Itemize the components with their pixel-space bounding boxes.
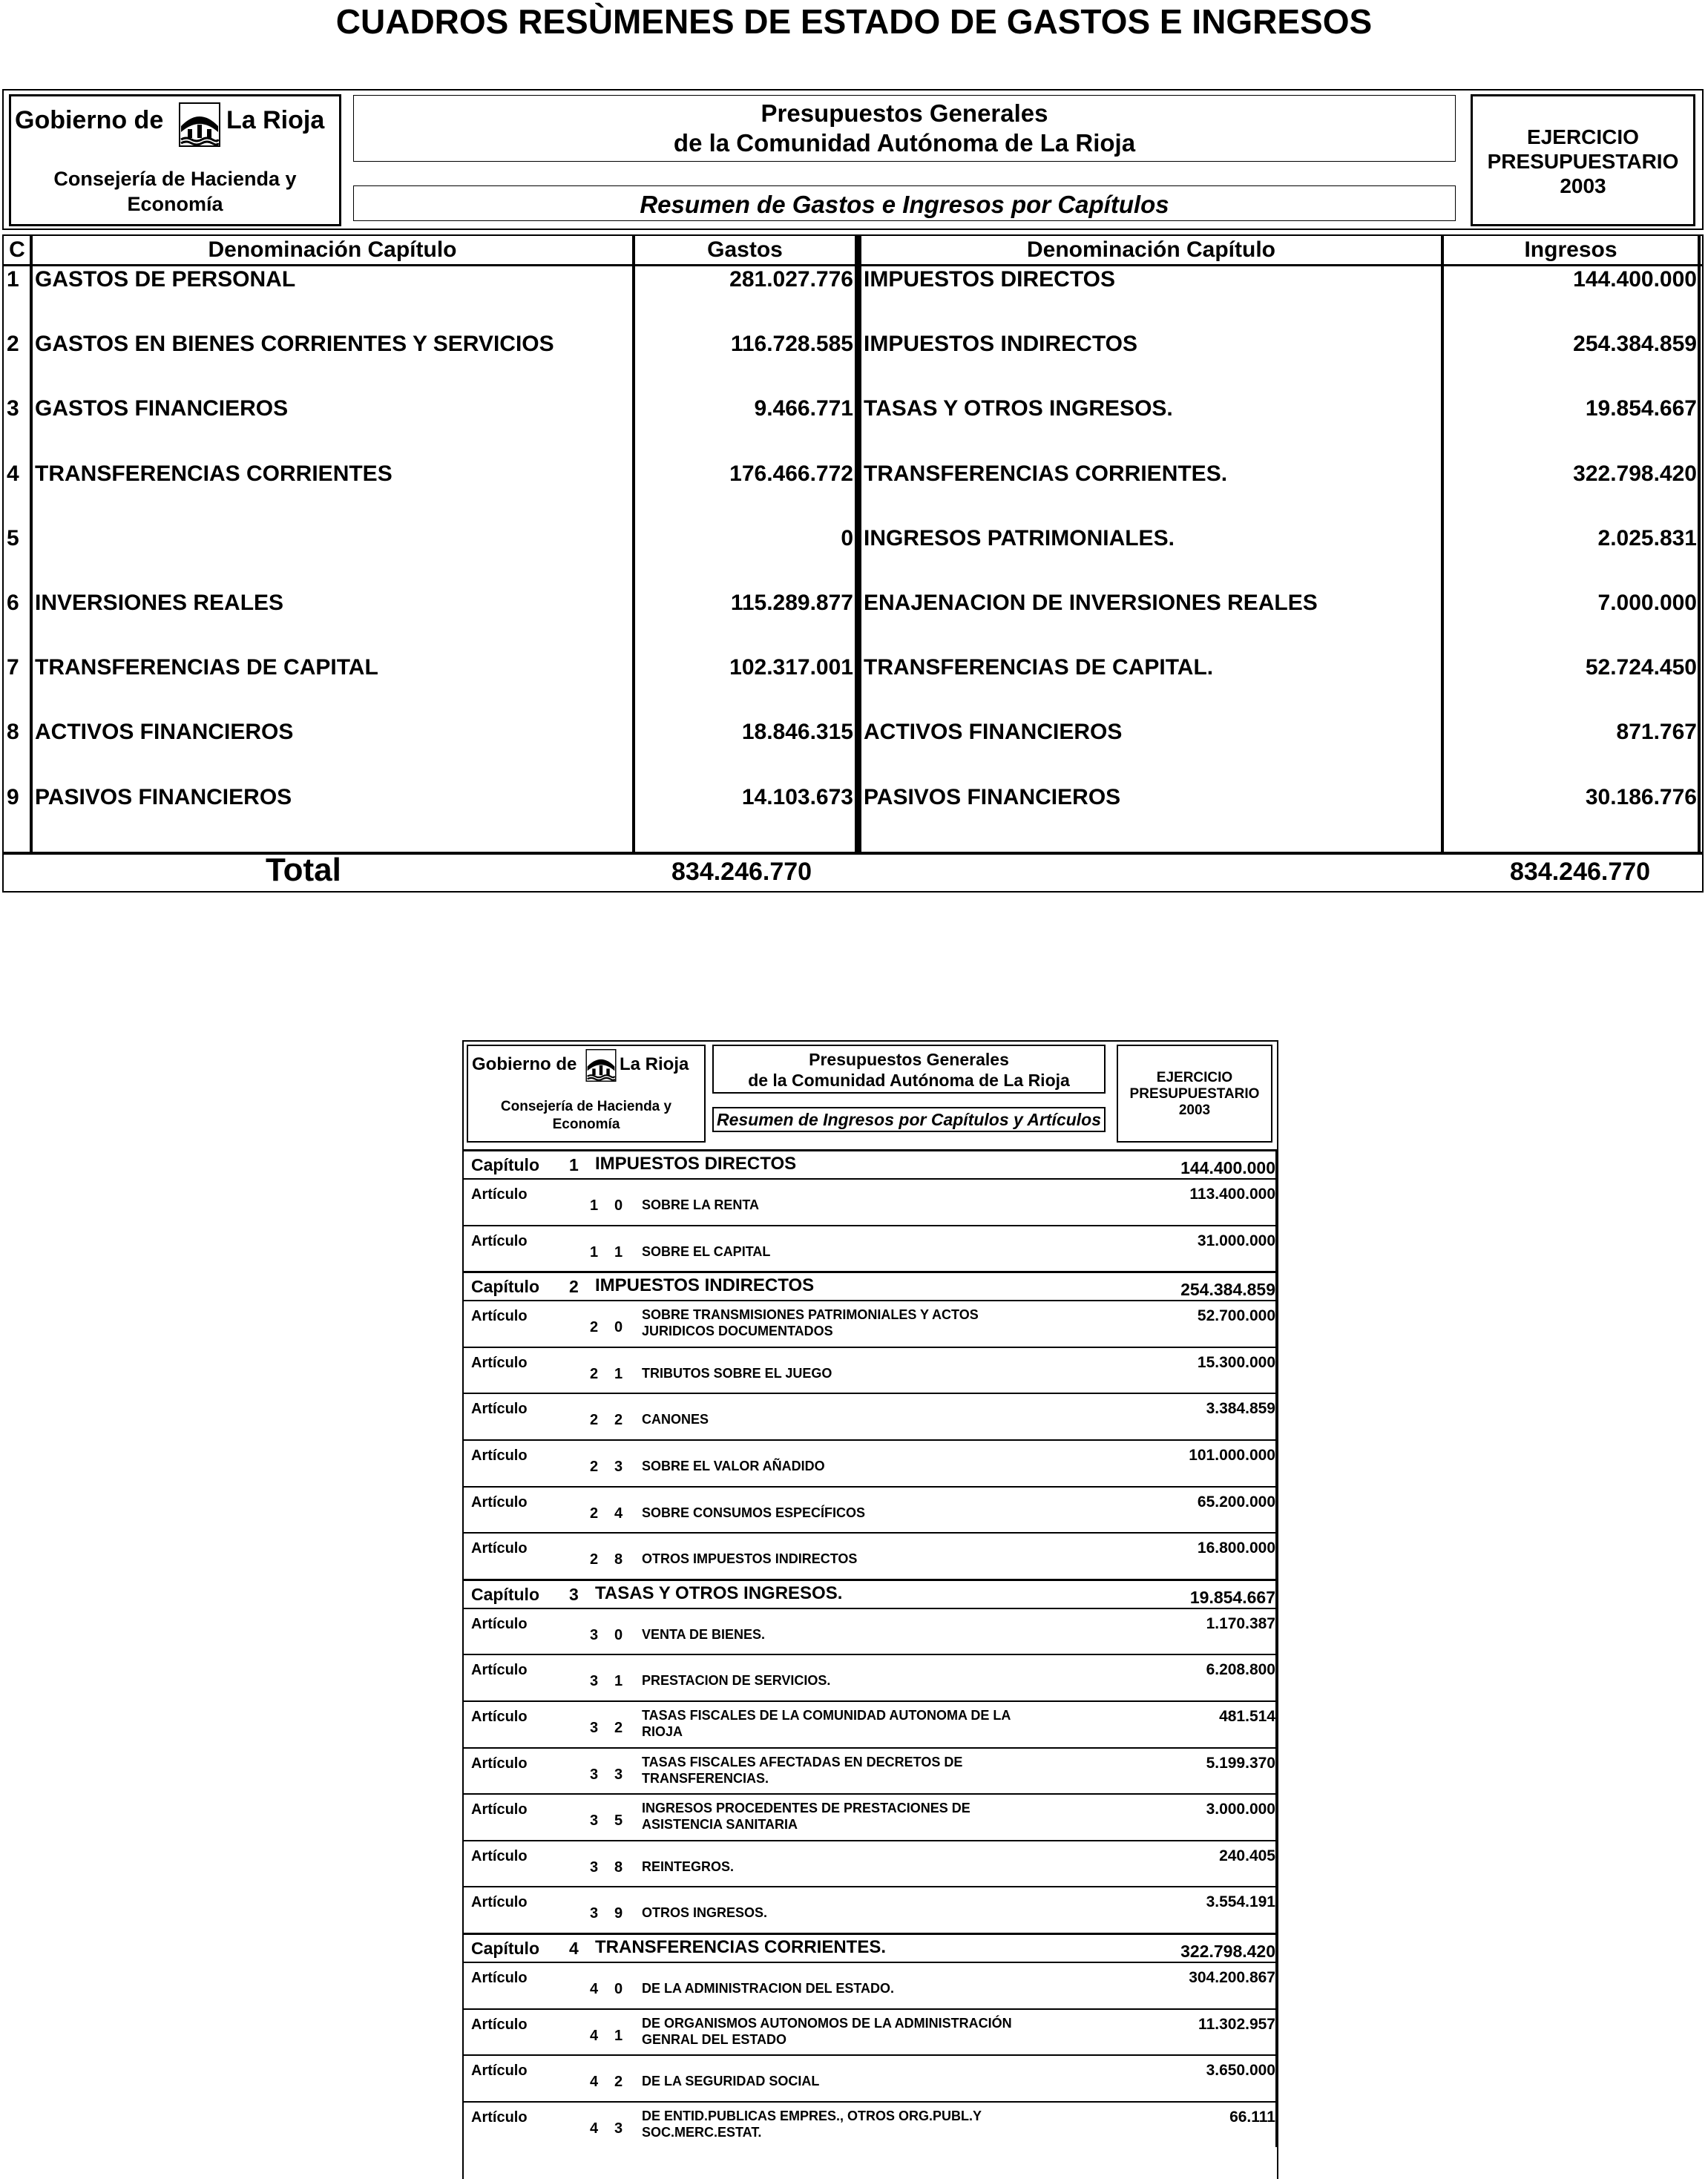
- ingreso-name: TASAS Y OTROS INGRESOS.: [864, 396, 1173, 421]
- gasto-value: 176.466.772: [729, 461, 853, 486]
- article-digit-2: 1: [614, 1365, 623, 1382]
- article-digit-1: 1: [590, 1197, 599, 1214]
- row-type-label: Artículo: [471, 1493, 528, 1511]
- article-digit-1: 2: [590, 1319, 599, 1336]
- consejeria-label: [11, 166, 339, 217]
- article-digit-2: 0: [614, 1319, 623, 1336]
- article-value: 31.000.000: [1197, 1232, 1275, 1249]
- row-type-label: Capítulo: [471, 1584, 539, 1604]
- article-name: SOBRE CONSUMOS ESPECÍFICOS: [642, 1505, 866, 1520]
- article-digit-2: 4: [614, 1505, 623, 1522]
- column-divider-thick: [855, 236, 861, 852]
- presupuestos-box: [353, 95, 1456, 162]
- gasto-name: ACTIVOS FINANCIEROS: [35, 720, 294, 745]
- article-name: CANONES: [642, 1412, 709, 1427]
- consejeria-small-line-1: Consejería de Hacienda y: [500, 1099, 672, 1114]
- gobierno-label: Gobierno de: [15, 106, 164, 134]
- ingreso-value: 7.000.000: [1597, 591, 1697, 615]
- chapter-digit: 1: [569, 1155, 579, 1174]
- presupuestos-line-2: de la Comunidad Autónoma de La Rioja: [673, 129, 1136, 157]
- row-type-label: Artículo: [471, 1308, 528, 1325]
- ingreso-value: 144.400.000: [1573, 267, 1697, 292]
- article-name-line-2: GENRAL DEL ESTADO: [642, 2031, 787, 2047]
- ingreso-value: 52.724.450: [1585, 655, 1697, 680]
- gasto-value: 102.317.001: [729, 655, 853, 680]
- capitulo-row: [464, 1579, 1277, 1608]
- articulo-row: [464, 1886, 1277, 1933]
- articulo-row: [464, 1347, 1277, 1393]
- ejercicio-small-line-1: EJERCICIO: [1156, 1070, 1233, 1085]
- total-label: Total: [266, 852, 341, 888]
- gasto-name: TRANSFERENCIAS DE CAPITAL: [35, 655, 378, 680]
- row-type-label: Capítulo: [471, 1155, 539, 1174]
- consejeria-line-1: Consejería de Hacienda y: [53, 168, 297, 190]
- article-digit-1: 4: [590, 1981, 599, 1997]
- chapter-value: 19.854.667: [1189, 1587, 1275, 1607]
- articulo-row: [464, 1962, 1277, 2008]
- row-type-label: Artículo: [471, 1847, 528, 1864]
- article-name: TASAS FISCALES DE LA COMUNIDAD AUTONOMA DE LA: [642, 1708, 1011, 1723]
- ejercicio-small-year: 2003: [1178, 1102, 1211, 1118]
- article-digit-2: 3: [614, 1459, 623, 1475]
- articulo-row: [464, 1747, 1277, 1794]
- chapter-name: IMPUESTOS DIRECTOS: [595, 1154, 797, 1174]
- column-header: Denominación Capítulo: [208, 237, 457, 262]
- article-name: PRESTACION DE SERVICIOS.: [642, 1673, 831, 1689]
- chapter-number: 2: [7, 332, 19, 357]
- column-header: Ingresos: [1524, 237, 1617, 262]
- row-type-label: Artículo: [471, 2109, 528, 2126]
- article-name: TASAS FISCALES AFECTADAS EN DECRETOS DE: [642, 1754, 963, 1769]
- article-digit-2: 0: [614, 1981, 623, 1997]
- articulo-row: [464, 1178, 1277, 1225]
- ingreso-name: TRANSFERENCIAS CORRIENTES.: [864, 461, 1228, 486]
- article-value: 3.000.000: [1206, 1801, 1275, 1818]
- row-type-label: Artículo: [471, 1232, 528, 1249]
- article-digit-2: 8: [614, 1551, 623, 1568]
- article-value: 113.400.000: [1189, 1186, 1275, 1203]
- article-value: 16.800.000: [1197, 1539, 1275, 1557]
- article-digit-2: 0: [614, 1197, 623, 1214]
- article-digit-1: 4: [590, 2120, 599, 2137]
- chapter-digit: 3: [569, 1584, 579, 1604]
- ingreso-name: TRANSFERENCIAS DE CAPITAL.: [864, 655, 1214, 680]
- detail-subtitle: Resumen de Ingresos por Capítulos y Artículos: [712, 1107, 1106, 1132]
- article-name: OTROS INGRESOS.: [642, 1905, 768, 1921]
- article-name-line-2: JURIDICOS DOCUMENTADOS: [642, 1324, 833, 1339]
- articulo-row: [464, 1439, 1277, 1486]
- article-value: 1.170.387: [1206, 1614, 1275, 1632]
- row-type-label: Artículo: [471, 2063, 528, 2080]
- header-separator: [4, 264, 1702, 266]
- article-value: 3.554.191: [1206, 1893, 1275, 1911]
- row-type-label: Artículo: [471, 1801, 528, 1818]
- row-type-label: Artículo: [471, 1186, 528, 1203]
- chapter-value: 254.384.859: [1180, 1280, 1275, 1300]
- ejercicio-year: 2003: [1560, 174, 1606, 197]
- chapter-digit: 4: [569, 1939, 579, 1958]
- summary-table: [2, 234, 1704, 853]
- gasto-value: 115.289.877: [730, 591, 853, 615]
- ingreso-name: PASIVOS FINANCIEROS: [864, 784, 1121, 809]
- articulo-row: [464, 1486, 1277, 1533]
- gasto-value: 281.027.776: [729, 267, 853, 292]
- capitulo-row: [464, 1271, 1277, 1300]
- capitulo-row: [464, 1933, 1277, 1962]
- column-divider: [30, 236, 33, 852]
- ingreso-name: IMPUESTOS DIRECTOS: [864, 267, 1115, 292]
- gasto-value: 14.103.673: [741, 784, 853, 809]
- article-value: 6.208.800: [1206, 1661, 1275, 1679]
- article-name-line-2: TRANSFERENCIAS.: [642, 1770, 769, 1786]
- chapter-number: 5: [7, 525, 19, 550]
- article-name: SOBRE LA RENTA: [642, 1197, 760, 1212]
- chapter-name: TRANSFERENCIAS CORRIENTES.: [595, 1937, 887, 1957]
- ingreso-value: 30.186.776: [1585, 784, 1697, 809]
- total-ingresos: 834.246.770: [1510, 858, 1651, 886]
- article-name: DE LA SEGURIDAD SOCIAL: [642, 2074, 820, 2089]
- row-type-label: Artículo: [471, 1662, 528, 1679]
- article-name: TRIBUTOS SOBRE EL JUEGO: [642, 1365, 832, 1381]
- articulo-row: [464, 1300, 1277, 1347]
- articulo-row: [464, 1225, 1277, 1272]
- article-digit-2: 0: [614, 1626, 623, 1643]
- article-digit-2: 1: [614, 1243, 623, 1261]
- article-digit-2: 3: [614, 1766, 623, 1783]
- ejercicio-box: [1471, 94, 1695, 226]
- ingreso-value: 2.025.831: [1597, 525, 1697, 550]
- article-digit-2: 8: [614, 1858, 623, 1876]
- article-digit-2: 2: [614, 1412, 623, 1429]
- gasto-value: 0: [841, 525, 853, 550]
- presupuestos-small-line-2: de la Comunidad Autónoma de La Rioja: [748, 1071, 1070, 1090]
- article-value: 5.199.370: [1206, 1754, 1275, 1772]
- column-header: C: [9, 237, 25, 262]
- article-digit-1: 3: [590, 1626, 599, 1643]
- chapter-number: 1: [7, 267, 19, 292]
- article-value: 3.650.000: [1206, 2062, 1275, 2080]
- articulo-row: [464, 2054, 1277, 2101]
- ingreso-value: 871.767: [1616, 720, 1697, 745]
- article-name: VENTA DE BIENES.: [642, 1626, 766, 1642]
- article-value: 101.000.000: [1189, 1447, 1275, 1464]
- article-name: DE LA ADMINISTRACION DEL ESTADO.: [642, 1981, 895, 1996]
- gasto-value: 9.466.771: [754, 396, 853, 421]
- chapter-name: IMPUESTOS INDIRECTOS: [595, 1275, 815, 1296]
- article-name-line-2: RIOJA: [642, 1724, 683, 1739]
- row-type-label: Artículo: [471, 1709, 528, 1725]
- ejercicio-line-1: EJERCICIO: [1527, 125, 1639, 148]
- row-type-label: Artículo: [471, 1894, 528, 1911]
- gasto-name: GASTOS EN BIENES CORRIENTES Y SERVICIOS: [35, 332, 554, 357]
- gasto-value: 18.846.315: [741, 720, 853, 745]
- ingreso-name: ACTIVOS FINANCIEROS: [864, 720, 1123, 745]
- chapter-number: 8: [7, 720, 19, 745]
- presupuestos-small-line-1: Presupuestos Generales: [809, 1050, 1009, 1069]
- article-digit-2: 3: [614, 2120, 623, 2137]
- article-digit-1: 2: [590, 1412, 599, 1429]
- article-name: SOBRE EL VALOR AÑADIDO: [642, 1459, 825, 1473]
- chapter-digit: 2: [569, 1277, 579, 1297]
- chapter-value: 144.400.000: [1180, 1158, 1275, 1177]
- gasto-name: GASTOS FINANCIEROS: [35, 396, 289, 421]
- ejercicio-small-line-2: PRESUPUESTARIO: [1129, 1086, 1260, 1102]
- article-value: 66.111: [1229, 2108, 1275, 2126]
- row-type-label: Artículo: [471, 1401, 528, 1418]
- gasto-name: TRANSFERENCIAS CORRIENTES: [35, 461, 392, 486]
- chapter-name: TASAS Y OTROS INGRESOS.: [595, 1583, 843, 1603]
- ingreso-name: INGRESOS PATRIMONIALES.: [864, 525, 1175, 550]
- ingreso-name: IMPUESTOS INDIRECTOS: [864, 332, 1137, 357]
- article-value: 11.302.957: [1198, 2015, 1275, 2033]
- article-name: INGRESOS PROCEDENTES DE PRESTACIONES DE: [642, 1801, 970, 1816]
- presupuestos-line-1: Presupuestos Generales: [761, 99, 1048, 127]
- consejeria-small-line-2: Economía: [552, 1117, 620, 1132]
- article-value: 3.384.859: [1206, 1400, 1275, 1418]
- article-digit-1: 2: [590, 1365, 599, 1382]
- article-value: 65.200.000: [1197, 1493, 1275, 1511]
- chapter-number: 6: [7, 591, 19, 615]
- ingreso-value: 19.854.667: [1585, 396, 1697, 421]
- articulo-row: [464, 1532, 1277, 1579]
- article-digit-2: 5: [614, 1812, 623, 1830]
- row-type-label: Artículo: [471, 1615, 528, 1632]
- article-digit-1: 3: [590, 1905, 599, 1922]
- article-digit-2: 9: [614, 1905, 623, 1922]
- article-name: DE ORGANISMOS AUTONOMOS DE LA ADMINISTRACIÓN: [642, 2015, 1012, 2031]
- chapter-number: 9: [7, 784, 19, 809]
- article-value: 481.514: [1219, 1708, 1275, 1725]
- capitulo-row: [464, 1149, 1277, 1178]
- ingreso-value: 322.798.420: [1573, 461, 1697, 486]
- article-digit-1: 1: [590, 1243, 599, 1261]
- article-name-line-2: ASISTENCIA SANITARIA: [642, 1817, 798, 1833]
- article-digit-1: 3: [590, 1673, 599, 1690]
- page-title: CUADROS RESÙMENES DE ESTADO DE GASTOS E INGRESOS: [335, 2, 1373, 41]
- article-name: REINTEGROS.: [642, 1858, 735, 1874]
- row-type-label: Capítulo: [471, 1939, 539, 1958]
- detail-table: [462, 1040, 1278, 2179]
- articulo-row: [464, 1608, 1277, 1654]
- row-type-label: Capítulo: [471, 1277, 539, 1297]
- chapter-number: 7: [7, 655, 19, 680]
- article-value: 15.300.000: [1197, 1353, 1275, 1371]
- article-digit-1: 3: [590, 1858, 599, 1876]
- article-name: DE ENTID.PUBLICAS EMPRES., OTROS ORG.PUBL.Y: [642, 2108, 982, 2123]
- ingreso-name: ENAJENACION DE INVERSIONES REALES: [864, 591, 1318, 615]
- article-digit-1: 3: [590, 1766, 599, 1783]
- article-value: 240.405: [1219, 1847, 1275, 1864]
- article-digit-1: 2: [590, 1505, 599, 1522]
- column-header: Denominación Capítulo: [1026, 237, 1275, 262]
- row-type-label: Artículo: [471, 1354, 528, 1371]
- article-name: SOBRE EL CAPITAL: [642, 1243, 771, 1259]
- row-type-label: Artículo: [471, 2016, 528, 2033]
- article-digit-1: 2: [590, 1551, 599, 1568]
- articulo-row: [464, 1700, 1277, 1747]
- article-name-line-2: SOC.MERC.ESTAT.: [642, 2124, 762, 2140]
- ingreso-value: 254.384.859: [1573, 332, 1697, 357]
- gasto-value: 116.728.585: [730, 332, 853, 357]
- article-value: 304.200.867: [1189, 1969, 1275, 1986]
- article-value: 52.700.000: [1197, 1307, 1275, 1325]
- total-gastos: 834.246.770: [671, 858, 812, 886]
- right-border: [1275, 1149, 1277, 2147]
- articulo-row: [464, 1840, 1277, 1887]
- la-rioja-label-small: La Rioja: [620, 1054, 689, 1074]
- chapter-number: 3: [7, 396, 19, 421]
- chapter-value: 322.798.420: [1180, 1942, 1275, 1961]
- article-name: SOBRE TRANSMISIONES PATRIMONIALES Y ACTOS: [642, 1307, 979, 1323]
- article-name: OTROS IMPUESTOS INDIRECTOS: [642, 1551, 858, 1567]
- column-header: Gastos: [707, 237, 783, 262]
- row-type-label: Artículo: [471, 1540, 528, 1557]
- chapter-number: 4: [7, 461, 19, 486]
- gobierno-label-small: Gobierno de: [472, 1054, 577, 1074]
- article-digit-1: 4: [590, 2074, 599, 2091]
- article-digit-2: 1: [614, 1673, 623, 1690]
- article-digit-2: 1: [614, 2027, 623, 2044]
- government-box: [9, 94, 341, 226]
- gasto-name: INVERSIONES REALES: [35, 591, 284, 615]
- gasto-name: PASIVOS FINANCIEROS: [35, 784, 292, 809]
- consejeria-line-2: Economía: [127, 193, 223, 215]
- article-digit-1: 3: [590, 1720, 599, 1736]
- la-rioja-label: La Rioja: [226, 106, 325, 134]
- articulo-row: [464, 2008, 1277, 2055]
- articulo-row: [464, 1393, 1277, 1439]
- row-type-label: Artículo: [471, 1447, 528, 1464]
- total-row: [2, 853, 1704, 893]
- article-digit-1: 2: [590, 1459, 599, 1475]
- articulo-row: [464, 1793, 1277, 1840]
- column-divider: [1698, 236, 1701, 852]
- row-type-label: Artículo: [471, 1970, 528, 1986]
- gasto-name: GASTOS DE PERSONAL: [35, 267, 296, 292]
- article-digit-2: 2: [614, 1720, 623, 1736]
- article-digit-1: 4: [590, 2027, 599, 2044]
- la-rioja-logo-icon: [179, 102, 220, 147]
- article-digit-1: 3: [590, 1812, 599, 1830]
- row-type-label: Artículo: [471, 1755, 528, 1772]
- article-digit-2: 2: [614, 2074, 623, 2091]
- summary-subtitle: Resumen de Gastos e Ingresos por Capítulos: [353, 185, 1456, 221]
- ejercicio-line-2: PRESUPUESTARIO: [1487, 150, 1679, 173]
- articulo-row: [464, 2101, 1277, 2148]
- articulo-row: [464, 1654, 1277, 1700]
